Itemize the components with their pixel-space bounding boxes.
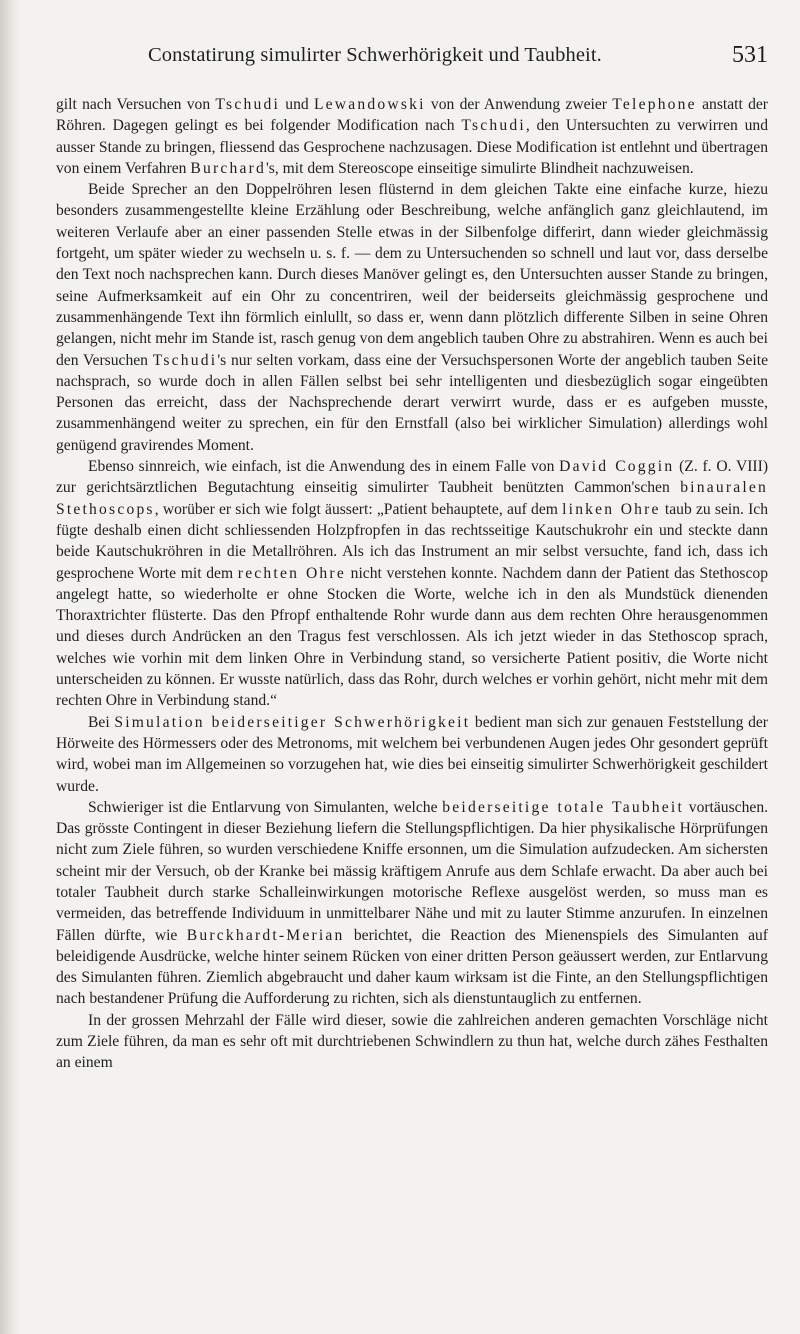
text-run: gilt nach Versuchen von	[56, 96, 216, 113]
paragraph	[56, 94, 768, 179]
spaced-emphasis: Lewandowski	[313, 96, 426, 113]
spaced-emphasis: Tschudi	[215, 96, 280, 113]
text-run: Bei	[88, 713, 115, 731]
text-run: vortäuschen. Das grösste Contingent in dieser Beziehung liefern die Stellungspflichtigen. Da hier physikalische Hörprüfungen nicht zum Ziele führen, so wurden verschiedene Kniffe ersonnen, um die Simulation aufzudecken. Am sichersten scheint mir der Versuch, ob der Kranke bei mässig kräftigem Anrufe aus dem Schlafe erwacht. Da aber auch bei totaler Taubheit durch starke Schalleinwirkungen motorische Reflexe ausgelöst werden, so muss man es vermeiden, das betreffende Individuum in unmittelbarer Nähe und mit zu lauter Stimme anzurufen. In einzelnen Fällen dürfte, wie	[56, 798, 769, 944]
paragraph	[56, 456, 768, 712]
text-run: Schwieriger ist die Entlarvung von Simulanten, welche	[88, 798, 443, 816]
spaced-emphasis: rechten Ohre	[237, 564, 346, 582]
spaced-emphasis: David Coggin	[559, 458, 675, 476]
paragraph	[56, 1010, 768, 1074]
text-run: 's nur selten vorkam, dass eine der Versuchspersonen Worte der angeblich tauben Seite nachsprach, so wurde doch in allen Fällen selbst bei sehr intelligenten und diesbezüglich sogar eingeübten Personen das erreicht, dass der Nachsprechende derart verwirrt wurde, dass er es aufgeben musste, zusammenhängend weiter zu sprechen, ein für den Ernstfall (also bei wirklicher Simulation) allerdings wohl genügend gravirendes Moment.	[56, 351, 768, 454]
book-page	[56, 42, 768, 1074]
spaced-emphasis: linken Ohre	[562, 500, 661, 518]
text-run: (Z. f. O. VIII) zur gerichtsärztlichen Begutachtung einseitig simulirter Taubheit benützten Cammon'schen	[56, 458, 769, 497]
spaced-emphasis: binauralen Stethoscops	[56, 479, 768, 518]
spaced-emphasis: beiderseitige totale Taubheit	[442, 798, 684, 816]
paragraph	[56, 797, 768, 1010]
text-run: Ebenso sinnreich, wie einfach, ist die Anwendung des in einem Falle von	[88, 458, 560, 476]
text-run: , den Untersuchten zu verwirren und ausser Stande zu bringen, fliessend das Gesprochene nachzusagen. Diese Modification ist entlehnt und übertragen von einem Verfahren	[56, 117, 769, 177]
spaced-emphasis: Simulation beiderseitiger Schwerhörigkeit	[114, 713, 471, 731]
book-spine-shadow	[0, 0, 20, 1334]
text-run: Beide Sprecher an den Doppelröhren lesen flüsternd in dem gleichen Takte eine einfache kurze, hiezu besonders zusammengestellte kleine Erzählung oder Beschreibung, welche anfänglich ganz gleichlautend, im weiteren Verlaufe aber an einer passenden Stelle etwas in der Silbenfolge differirt, dann wieder gleichmässig fortgeht, um später wieder zu wechseln u. s. f. — dem zu Untersuchenden so schnell und laut vor, dass derselbe den Text noch nachsprechen kann. Durch dieses Manöver gelingt es, den Untersuchten ausser Stande zu bringen, seine Aufmerksamkeit auf ein Ohr zu concentriren, weil der beiderseits gleichmässig gesprochene und zusammenhängende Text ihn förmlich einlullt, so dass er, wenn dann plötzlich differente Silben in seine Ohren gelangen, nicht mehr im Stande ist, rasch genug von dem angeblich tauben Ohre zu abstrahiren. Wenn es auch bei den Versuchen	[56, 181, 768, 369]
text-run: berichtet, die Reaction des Mienenspiels des Simulanten auf beleidigende Ausdrücke, welche hinter seinem Rücken von einer dritten Person geäussert werden, zur Entlarvung des Simulanten führen. Ziemlich abgebraucht und daher kaum wirksam ist die Finte, an den Stellungspflichtigen nach bestandener Prüfung die Aufforderung zu richten, sich als dienstuntauglich zu entfernen.	[56, 926, 768, 1008]
text-run: In der grossen Mehrzahl der Fälle wird dieser, sowie die zahlreichen anderen gemachten Vorschläge nicht zum Ziele führen, da man es sehr oft mit durchtriebenen Schwindlern zu thun hat, welche durch zähes Festhalten an einem	[56, 1011, 768, 1072]
text-run: , worüber er sich wie folgt äussert: „Patient behauptete, auf dem	[154, 500, 563, 518]
paragraph	[56, 712, 768, 797]
spaced-emphasis: Telephone	[612, 96, 697, 113]
paragraph	[56, 179, 768, 456]
text-run: taub zu sein. Ich fügte deshalb einen dicht schliessenden Holzpfropfen in das rechtsseitige Kautschukrohr ein und steckte dann beide Kautschukröhren in die Metallröhren. Als ich das Instrument an mir selbst versuchte, fand ich, dass ich gesprochene Worte mit dem	[56, 500, 769, 582]
text-run: 's, mit dem Stereoscope einseitige simulirte Blindheit nachzuweisen.	[266, 159, 694, 177]
text-run: und	[279, 96, 314, 113]
page-number: 531	[732, 42, 768, 68]
spaced-emphasis: Tschudi	[152, 351, 218, 369]
text-run: von der Anwendung zweier	[425, 96, 613, 113]
spaced-emphasis: Tschudi	[461, 117, 526, 135]
text-run: anstatt der Röhren. Dagegen gelingt es bei folgender Modification nach	[56, 96, 768, 135]
running-title: Constatirung simulirter Schwerhörigkeit und Taubheit.	[148, 44, 602, 66]
text-run: nicht verstehen konnte. Nachdem dann der Patient das Stethoscop angelegt hatte, so wiederholte er ohne Stocken die Worte, welche ich in den als Mundstück dienenden Thoraxtrichter flüsterte. Das den Pfropf enthaltende Rohr wurde dann aus dem rechten Ohre herausgenommen und dieses durch Andrücken an den Tragus fest verschlossen. Als ich jetzt wieder in das Stethoscop sprach, welches wie vorhin mit dem linken Ohre in Verbindung stand, so versicherte Patient positiv, die Worte nicht unterscheiden zu können. Er wusste natürlich, dass das Rohr, durch welches er vorhin gehört, nicht mehr mit dem rechten Ohre in Verbindung stand.“	[56, 564, 768, 710]
text-run: bedient man sich zur genauen Feststellung der Hörweite des Hörmessers oder des Metronoms, mit welchem bei verbundenen Augen jedes Ohr gesondert geprüft wird, wobei man im Allgemeinen so vorzugehen hat, wie dies bei einseitig simulirter Schwerhörigkeit geschildert wurde.	[56, 713, 768, 795]
spaced-emphasis: Burckhardt-Merian	[186, 926, 345, 944]
page-header	[56, 42, 768, 78]
page-body	[56, 94, 768, 1074]
spaced-emphasis: Burchard	[190, 159, 266, 177]
